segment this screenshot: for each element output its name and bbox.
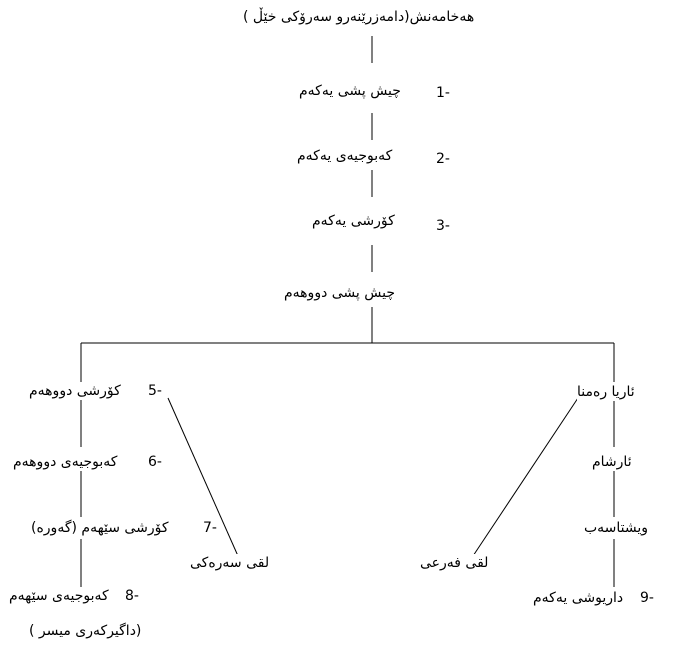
chain-name-1: چیش پشی یەکەم xyxy=(299,83,401,99)
left-number-8: 8- xyxy=(125,588,139,604)
left-number-6: 6- xyxy=(148,454,162,470)
left-name-5: کۆرشی دووهەم xyxy=(29,383,121,399)
connector-sub-branch xyxy=(473,398,578,556)
chain-number-2: 2- xyxy=(436,151,450,167)
chain-number-1: 1- xyxy=(436,85,450,101)
left-note-8: (داگیرکەری میسر ) xyxy=(29,623,142,639)
root-title: هەخامەنش(دامەزرێنەرو سەرۆکی خێڵ ) xyxy=(243,9,475,25)
right-name-9: داریوشی یەکەم xyxy=(533,590,624,606)
chain-number-3: 3- xyxy=(436,218,450,234)
left-name-6: کەبوجیەی دووهەم xyxy=(13,454,118,470)
left-number-7: 7- xyxy=(203,520,217,536)
right-name-arsham: ئارشام xyxy=(592,454,632,470)
right-number-9: 9- xyxy=(640,590,654,606)
chain-name-3: کۆرشی یەکەم xyxy=(312,213,395,229)
left-number-5: 5- xyxy=(148,383,162,399)
right-name-aria: ئاریا رەمنا xyxy=(577,384,635,400)
main-branch-label: لقی سەرەکی xyxy=(190,555,270,571)
left-name-8: کەبوجیەی سێهەم xyxy=(9,588,109,604)
right-name-vishtasb: ویشتاسەب xyxy=(584,520,649,536)
chain-name-4: چیش پشی دووهەم xyxy=(284,285,395,301)
chain-name-2: کەبوجیەی یەکەم xyxy=(297,148,393,164)
left-name-7: کۆرشی سێهەم (گەورە) xyxy=(31,520,169,536)
sub-branch-label: لقی فەرعی xyxy=(420,555,489,571)
